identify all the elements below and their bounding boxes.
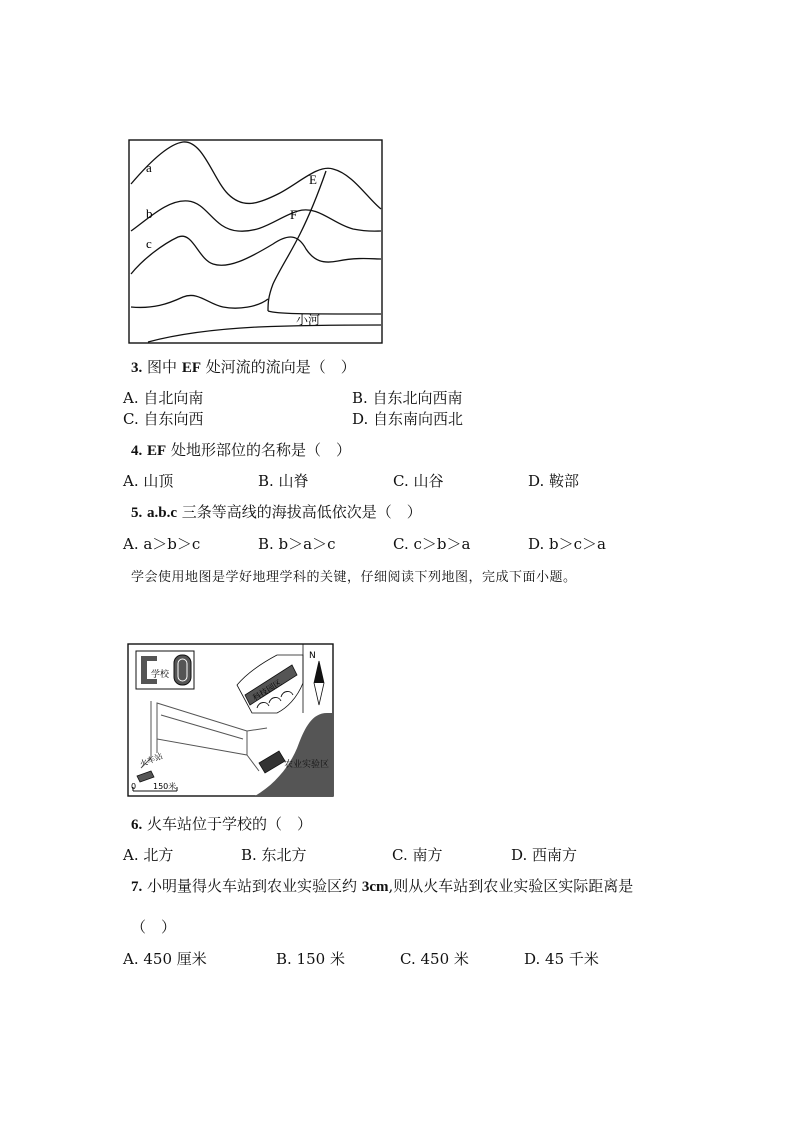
station-label: 火车站 — [138, 751, 165, 769]
question-7-text-post: ,则从火车站到农业实验区实际距离是 — [388, 877, 634, 895]
q4-option-a[interactable]: A. 山顶 — [123, 472, 174, 490]
question-4-text-bold: EF — [147, 443, 167, 459]
question-4 — [131, 440, 351, 461]
q6-option-a[interactable]: A. 北方 — [123, 846, 174, 864]
q7-option-d[interactable]: D. 45 千米 — [524, 950, 599, 968]
question-3-text-post: 处河流的流向是（ ） — [200, 358, 356, 376]
question-6-text: 火车站位于学校的（ ） — [147, 815, 313, 833]
question-5-text-bold: a.b.c — [147, 505, 178, 521]
scale-length-label: 150米 — [153, 782, 177, 791]
question-7-paren: （ ） — [131, 918, 177, 936]
question-6 — [131, 814, 312, 835]
label-a: a — [146, 160, 152, 175]
question-6-number: 6. — [131, 817, 143, 833]
q4-option-b[interactable]: B. 山脊 — [258, 472, 309, 490]
question-3 — [131, 357, 356, 378]
question-7 — [131, 876, 633, 897]
school-label: 学校 — [151, 670, 170, 680]
question-7-text-bold: 3cm — [361, 879, 389, 895]
question-5-text-post: 三条等高线的海拔高低依次是（ ） — [177, 503, 422, 521]
q3-option-b[interactable]: B. 自东北向西南 — [352, 389, 463, 407]
section-intro: 学会使用地图是学好地理学科的关键，仔细阅读下列地图，完成下面小题。 — [131, 570, 577, 585]
q4-option-d[interactable]: D. 鞍部 — [528, 472, 580, 490]
q6-option-b[interactable]: B. 东北方 — [241, 846, 307, 864]
label-f: F — [290, 207, 298, 222]
q7-option-b[interactable]: B. 150 米 — [276, 950, 345, 968]
q5-option-d[interactable]: D. b＞c＞a — [528, 535, 606, 553]
label-river: 小河 — [296, 313, 321, 327]
q5-option-a[interactable]: A. a＞b＞c — [123, 535, 201, 553]
label-b: b — [146, 206, 153, 221]
label-e: E — [309, 172, 317, 187]
question-4-number: 4. — [131, 443, 143, 459]
q3-option-c[interactable]: C. 自东向西 — [123, 410, 204, 428]
q7-option-a[interactable]: A. 450 厘米 — [123, 950, 207, 968]
q6-option-c[interactable]: C. 南方 — [392, 846, 443, 864]
contour-map-frame — [129, 140, 382, 343]
q5-option-c[interactable]: C. c＞b＞a — [393, 535, 471, 553]
question-5 — [131, 502, 422, 523]
north-label: N — [309, 651, 316, 661]
q3-option-d[interactable]: D. 自东南向西北 — [352, 410, 464, 428]
scale-zero-label: 0 — [131, 782, 137, 791]
q4-option-c[interactable]: C. 山谷 — [393, 472, 444, 490]
tech-park-label: 科技园区 — [251, 678, 284, 703]
question-5-number: 5. — [131, 505, 143, 521]
question-7-text-pre: 小明量得火车站到农业实验区约 — [147, 877, 362, 895]
q3-option-a[interactable]: A. 自北向南 — [123, 389, 204, 407]
label-c: c — [146, 236, 152, 251]
q5-option-b[interactable]: B. b＞a＞c — [258, 535, 336, 553]
q7-option-c[interactable]: C. 450 米 — [400, 950, 469, 968]
question-3-text-bold: EF — [181, 360, 201, 376]
question-3-text-pre: 图中 — [147, 358, 182, 376]
question-7-number: 7. — [131, 879, 143, 895]
contour-map — [128, 139, 384, 345]
farm-label: 农业实验区 — [284, 760, 330, 770]
question-3-number: 3. — [131, 360, 143, 376]
question-4-text-post: 处地形部位的名称是（ ） — [166, 441, 351, 459]
school-map — [127, 643, 335, 798]
q6-option-d[interactable]: D. 西南方 — [511, 846, 578, 864]
